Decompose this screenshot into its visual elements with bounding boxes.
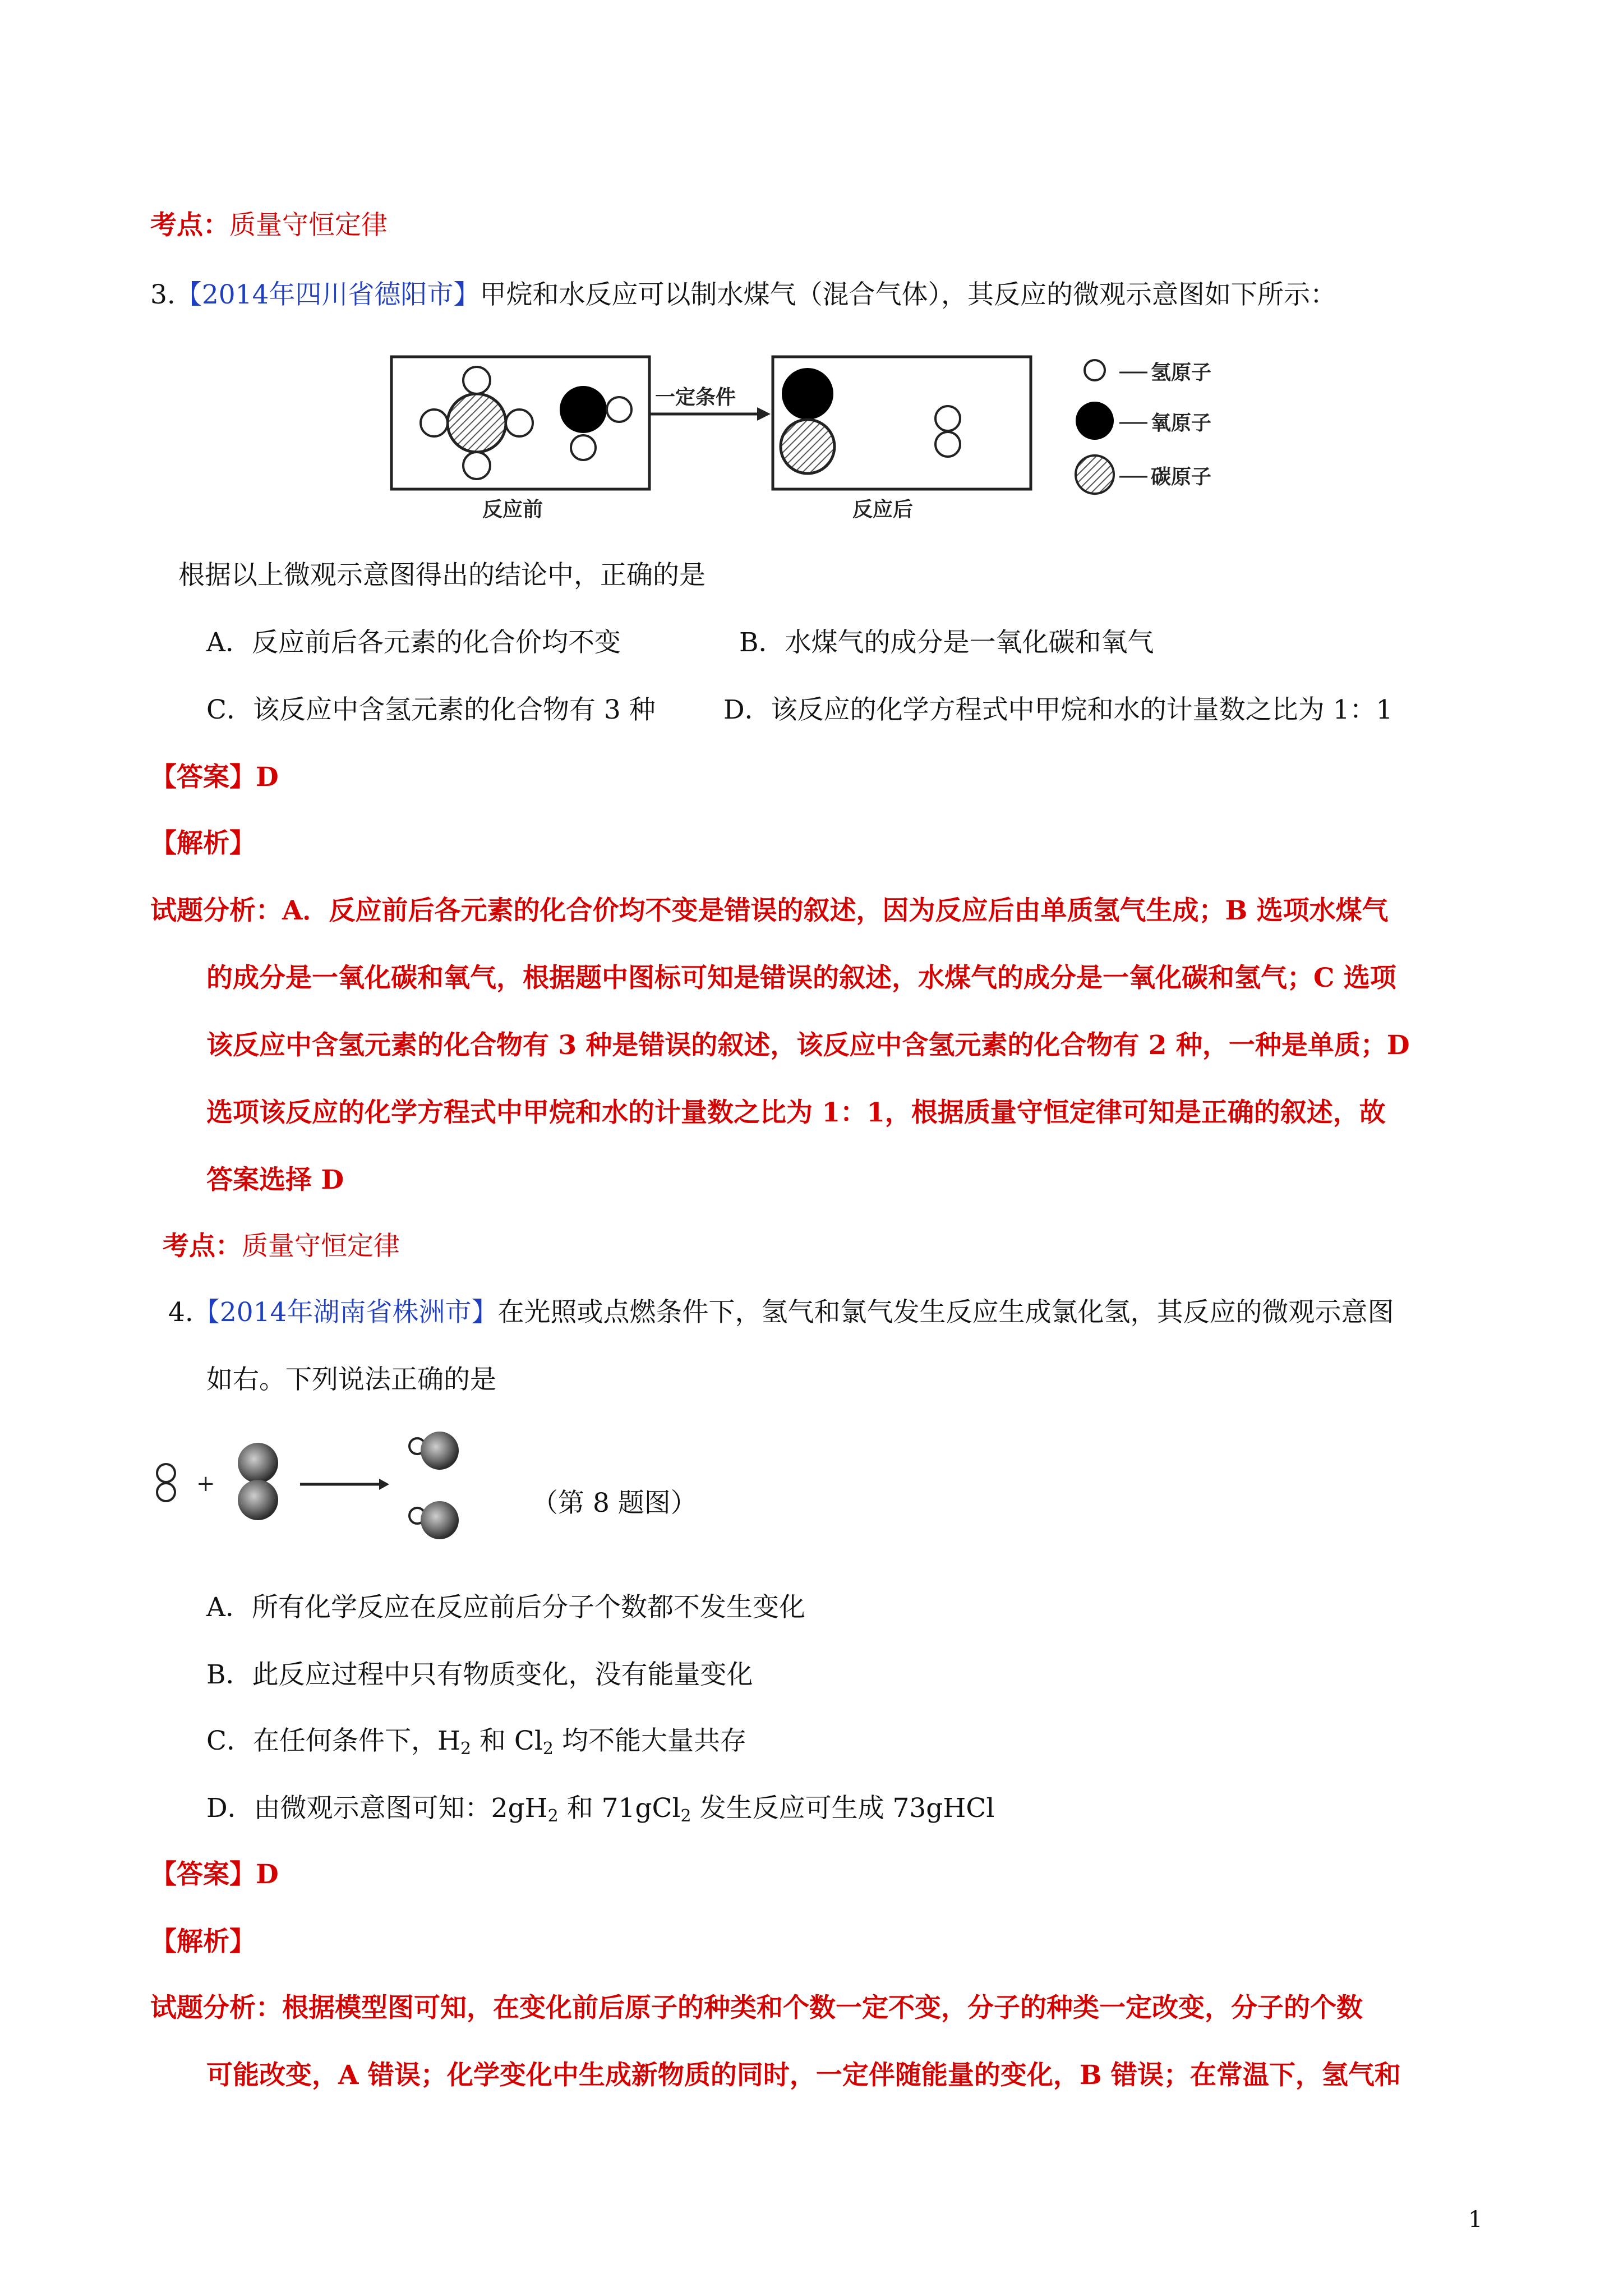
methane-molecule (421, 367, 533, 479)
option-c: C．该反应中含氢元素的化合物有 3 种 (206, 694, 656, 725)
question-3-stem (150, 278, 1336, 312)
analysis-line-5: 答案选择 D (206, 1165, 344, 1195)
analysis-label: 【解析】 (150, 828, 256, 859)
hydrogen-molecule (935, 406, 960, 457)
arrow-label: 一定条件 (655, 386, 736, 409)
analysis-line-1: 试题分析：A．反应前后各元素的化合价均不变是错误的叙述，因为反应后由单质氢气生成；B 选项水煤气 (150, 895, 1389, 926)
question-source: 【2014年四川省德阳市】 (175, 279, 480, 310)
q3-reaction-diagram (387, 348, 1262, 527)
analysis-line-1: 试题分析：根据模型图可知，在变化前后原子的种类和个数一定不变，分子的种类一定改变，分子的个数 (150, 1993, 1363, 2023)
oxygen-atom-icon (1076, 402, 1114, 440)
option-d: D．该反应的化学方程式中甲烷和水的计量数之比为 1：1 (723, 694, 1393, 725)
analysis-line-2: 可能改变，A 错误；化学变化中生成新物质的同时，一定伴随能量的变化，B 错误；在常温下，氢气和 (206, 2060, 1401, 2091)
analysis-line-3: 该反应中含氢元素的化合物有 3 种是错误的叙述，该反应中含氢元素的化合物有 2 种，一种是单质；D (206, 1030, 1410, 1061)
question-source: 【2014年湖南省株洲市】 (193, 1297, 498, 1328)
hydrogen-atom-icon (1085, 360, 1105, 380)
water-molecule (561, 387, 631, 460)
kaodian-label: 考点： (150, 210, 229, 241)
hydrogen-molecule (157, 1464, 175, 1501)
hydrogen-chloride-molecule (409, 1501, 459, 1539)
legend-carbon-label: 碳原子 (1151, 466, 1212, 489)
question-number: 3. (150, 279, 176, 310)
question-stem-text: 甲烷和水反应可以制水煤气（混合气体），其反应的微观示意图如下所示： (479, 279, 1336, 310)
option-a: A．所有化学反应在反应前后分子个数都不发生变化 (206, 1592, 805, 1623)
analysis-label: 【解析】 (150, 1926, 256, 1957)
legend-hydrogen-label: 氢原子 (1151, 361, 1212, 384)
option-c: C．在任何条件下，$H_2$ 和 $Cl_2$ 均不能大量共存 (206, 1726, 746, 1759)
kaodian-text: 质量守恒定律 (229, 210, 388, 241)
analysis-line-4: 选项该反应的化学方程式中甲烷和水的计量数之比为 1：1，根据质量守恒定律可知是正确的叙述，故 (206, 1097, 1386, 1128)
option-b: B．此反应过程中只有物质变化，没有能量变化 (206, 1659, 753, 1690)
question-3-prompt: 根据以上微观示意图得出的结论中，正确的是 (178, 560, 706, 591)
legend (1076, 360, 1211, 494)
question-4-stem (168, 1296, 1394, 1329)
option-a: A．反应前后各元素的化合价均不变 (206, 627, 621, 658)
question-stem-text: 在光照或点燃条件下，氢气和氯气发生反应生成氯化氢，其反应的微观示意图 (497, 1297, 1394, 1328)
carbon-atom-icon (1076, 455, 1114, 494)
figure-caption: （第 8 题图） (532, 1488, 697, 1519)
kaodian-label: 考点： (163, 1231, 242, 1262)
after-label: 反应后 (852, 498, 914, 521)
kaodian-line (163, 1230, 400, 1263)
hydrogen-chloride-molecule (409, 1432, 459, 1470)
question-4-stem-2: 如右。下列说法正确的是 (206, 1364, 496, 1395)
before-label: 反应前 (482, 498, 543, 521)
analysis-line-2: 的成分是一氧化碳和氧气，根据题中图标可知是错误的叙述，水煤气的成分是一氧化碳和氢气；C 选项 (206, 963, 1396, 993)
option-d: D．由微观示意图可知：$2gH_2$ 和 71gCl$_2$ 发生反应可生成 73gHCl (206, 1793, 995, 1826)
legend-oxygen-label: 氧原子 (1151, 412, 1212, 435)
kaodian-line (150, 209, 388, 242)
question-number: 4. (168, 1297, 193, 1328)
answer: 【答案】D (150, 762, 279, 793)
option-b: B．水煤气的成分是一氧化碳和氧气 (739, 627, 1154, 658)
answer: 【答案】D (150, 1859, 279, 1890)
carbon-monoxide-molecule (781, 369, 834, 473)
plus-sign: + (196, 1471, 215, 1497)
kaodian-text: 质量守恒定律 (242, 1231, 400, 1262)
chlorine-molecule (238, 1443, 278, 1520)
page-number: 1 (1468, 2207, 1483, 2233)
